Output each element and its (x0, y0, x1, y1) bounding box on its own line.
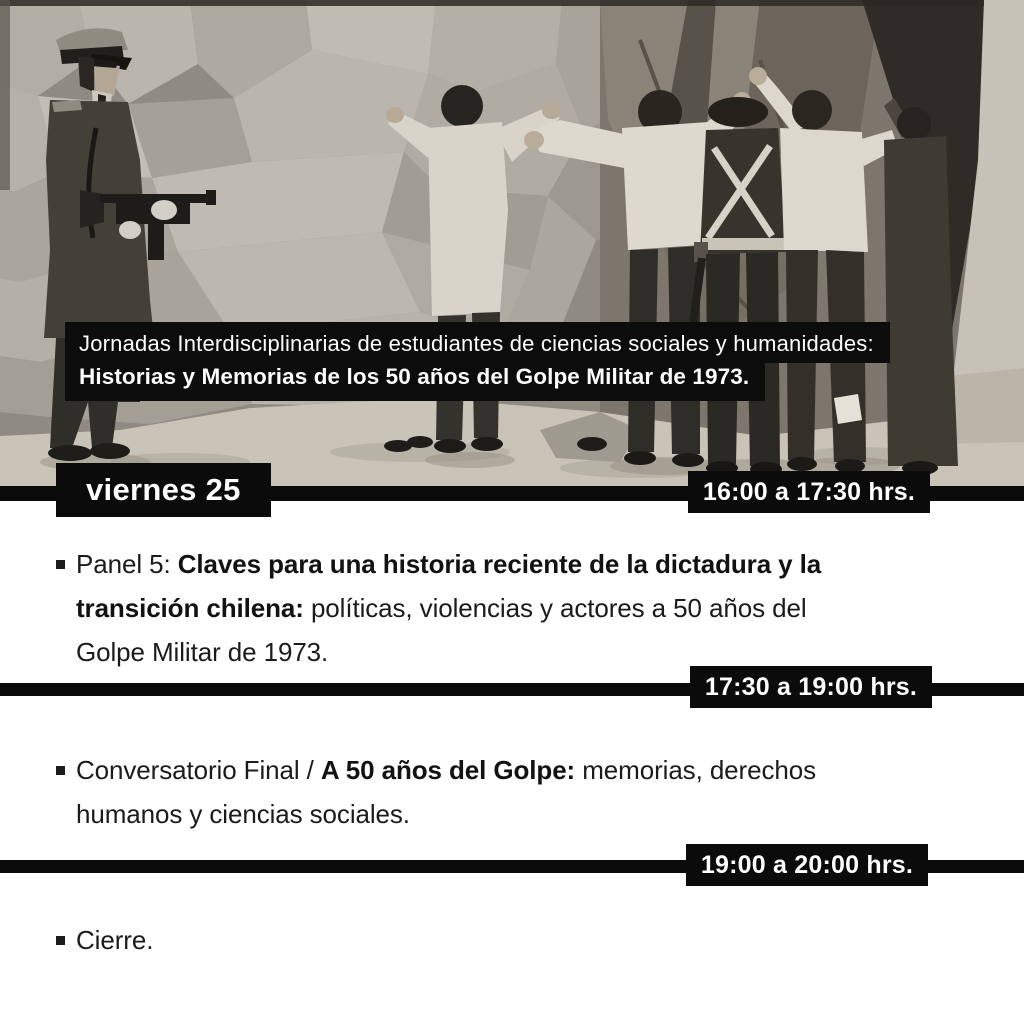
item-line: transición chilena: políticas, violencias y actores a 50 años del (76, 593, 807, 623)
schedule-item-text (76, 542, 821, 674)
event-title-line2: Historias y Memorias de los 50 años del Golpe Militar de 1973. (65, 362, 765, 401)
schedule-item-conversatorio (56, 748, 956, 836)
photo-top-edge (0, 0, 984, 6)
item-line: humanos y ciencias sociales. (76, 799, 410, 829)
schedule-item-text (76, 918, 153, 962)
day-label: viernes 25 (56, 463, 271, 517)
item-line: Conversatorio Final / A 50 años del Golpe: memorias, derechos (76, 755, 816, 785)
schedule-item-panel5 (56, 542, 956, 674)
bullet-square-icon (56, 560, 65, 569)
bullet-square-icon (56, 936, 65, 945)
time-badge-2: 17:30 a 19:00 hrs. (690, 666, 932, 708)
photo-left-edge (0, 0, 10, 190)
schedule-item-cierre (56, 918, 956, 962)
time-badge-3: 19:00 a 20:00 hrs. (686, 844, 928, 886)
bullet-square-icon (56, 766, 65, 775)
item-line: Panel 5: Claves para una historia reciente de la dictadura y la (76, 549, 822, 579)
title-band (65, 322, 890, 401)
event-title-line1: Jornadas Interdisciplinarias de estudiantes de ciencias sociales y humanidades: (65, 322, 890, 363)
historical-photo (0, 0, 1024, 487)
officer-glove (151, 200, 177, 220)
schedule-item-text (76, 748, 816, 836)
item-line: Golpe Militar de 1973. (76, 637, 329, 667)
time-badge-1: 16:00 a 17:30 hrs. (688, 471, 930, 513)
item-line: Cierre. (76, 925, 154, 955)
